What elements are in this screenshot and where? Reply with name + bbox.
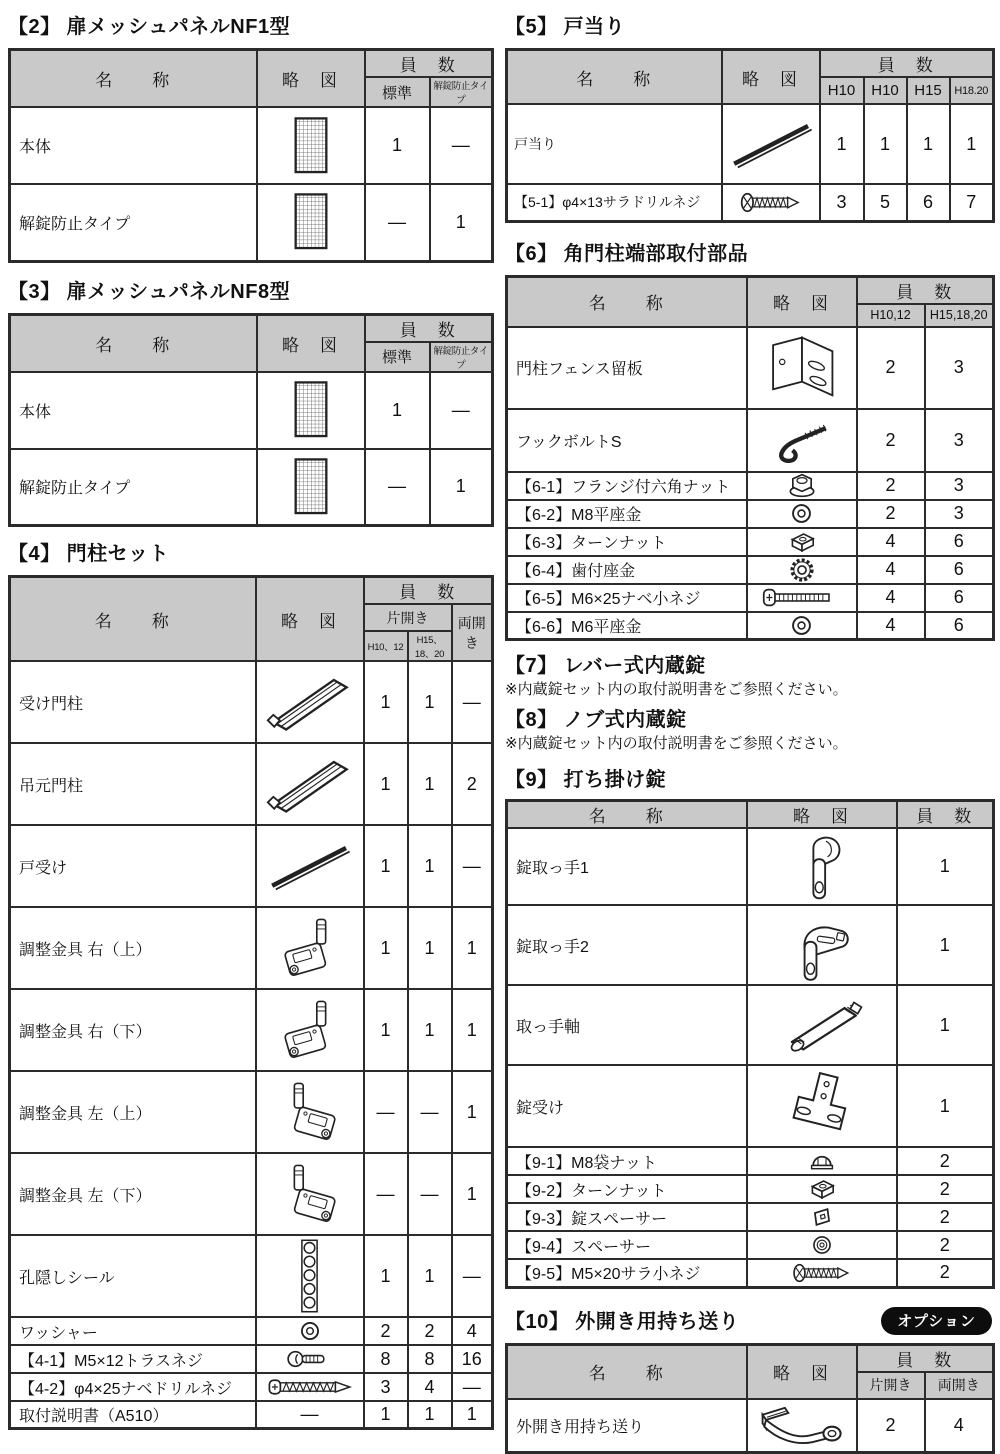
- header-name: 名 称: [10, 577, 256, 662]
- handle-shaft-icon: [775, 991, 869, 1059]
- hook-bolt-icon: [769, 417, 835, 463]
- table-row: 門柱フェンス留板 2 3: [507, 327, 994, 409]
- section-title-5: 【5】 戸当り: [505, 14, 992, 40]
- table-row: ワッシャー 2 2 4: [10, 1317, 493, 1345]
- section-10-header: [505, 1307, 992, 1335]
- adjuster-left-icon: [276, 1160, 344, 1228]
- table-gate-post-set: [8, 575, 494, 1430]
- header-double-swing: 両開き: [452, 604, 493, 661]
- turn-nut-icon: [806, 1177, 838, 1201]
- cap-nut-icon: [810, 1151, 834, 1172]
- header-size-h10a: H10: [820, 77, 864, 104]
- table-row: 錠取っ手1 1: [507, 828, 994, 905]
- header-name: 名 称: [507, 1344, 747, 1399]
- table-row: 【9-2】ターンナット 2: [507, 1175, 994, 1203]
- table-row: 【6-5】M6×25ナベ小ネジ 4 6: [507, 584, 994, 612]
- table-row: 戸当り 1 1 1 1: [507, 104, 994, 184]
- header-size-h15: H15: [907, 77, 950, 104]
- header-standard: 標準: [365, 77, 430, 107]
- table-latch-lock: [505, 799, 995, 1289]
- header-name: 名 称: [10, 50, 257, 108]
- header-qty: 員 数: [820, 50, 994, 78]
- header-double-swing: 両開き: [925, 1372, 994, 1399]
- flange-nut-icon: [787, 473, 817, 498]
- table-row: 【6-2】M8平座金 2 3: [507, 500, 994, 528]
- table-row: 【6-4】歯付座金 4 6: [507, 556, 994, 584]
- header-size-h1012: H10,12: [857, 304, 925, 327]
- hole-seal-strip-icon: [297, 1238, 322, 1314]
- doorstop-rail-icon: [727, 116, 817, 172]
- header-qty: 員 数: [897, 801, 994, 829]
- adjuster-right-icon: [276, 914, 344, 982]
- washer-icon: [790, 614, 813, 637]
- mesh-panel-icon: [288, 189, 334, 255]
- table-row: 調整金具 右（下） 1 1 1: [10, 989, 493, 1071]
- table-row: 【5-1】φ4×13サラドリルネジ 3 5 6 7: [507, 184, 994, 221]
- header-qty: 員 数: [365, 50, 493, 78]
- header-size-h1012: H10、12: [364, 631, 408, 661]
- section-title-3: 【3】 扉メッシュパネルNF8型: [8, 279, 491, 305]
- table-row: 【6-3】ターンナット 4 6: [507, 528, 994, 556]
- header-size-h151820: H15、18、20: [408, 631, 452, 661]
- header-qty: 員 数: [365, 314, 493, 342]
- truss-screw-icon: [287, 1349, 333, 1369]
- header-sketch: 略 図: [747, 801, 897, 829]
- header-single-swing: 片開き: [364, 604, 452, 631]
- section-title-4: 【4】 門柱セット: [8, 541, 491, 567]
- header-name: 名 称: [507, 276, 747, 327]
- header-sketch: 略 図: [257, 50, 365, 108]
- section-title-6: 【6】 角門柱端部取付部品: [505, 241, 992, 267]
- header-size-h151820: H15,18,20: [925, 304, 994, 327]
- table-row: 【6-1】フランジ付六角ナット 2 3: [507, 472, 994, 500]
- table-row: 調整金具 左（下） — — 1: [10, 1153, 493, 1235]
- table-row: 吊元門柱 1 1 2: [10, 743, 493, 825]
- section-title-8: 【8】 ノブ式内蔵錠: [505, 707, 992, 733]
- section-note-7: ※内蔵錠セット内の取付説明書をご参照ください。: [505, 679, 992, 700]
- header-size-h10b: H10: [864, 77, 907, 104]
- section-title-2: 【2】 扉メッシュパネルNF1型: [8, 14, 491, 40]
- lock-handle-1-icon: [794, 831, 850, 903]
- header-sketch: 略 図: [722, 50, 820, 105]
- door-rail-icon: [264, 839, 356, 893]
- header-sketch: 略 図: [747, 1344, 857, 1399]
- header-single-swing: 片開き: [857, 1372, 925, 1399]
- washer-icon: [790, 502, 813, 525]
- header-name: 名 称: [507, 801, 747, 829]
- mesh-panel-icon: [288, 454, 334, 520]
- table-row: 【4-1】M5×12トラスネジ 8 8 16: [10, 1345, 493, 1373]
- table-row: 取っ手軸 1: [507, 985, 994, 1065]
- table-row: 外開き用持ち送り 2 4: [507, 1399, 994, 1453]
- lock-spacer-icon: [811, 1206, 833, 1228]
- table-row: 調整金具 右（上） 1 1 1: [10, 907, 493, 989]
- table-row: 調整金具 左（上） — — 1: [10, 1071, 493, 1153]
- flat-drill-screw-icon: [740, 192, 802, 213]
- header-qty: 員 数: [364, 577, 493, 605]
- header-standard: 標準: [365, 342, 430, 372]
- header-sketch: 略 図: [747, 276, 857, 327]
- pan-screw-icon: [762, 586, 842, 609]
- table-row: 【9-4】スペーサー 2: [507, 1231, 994, 1259]
- swing-bracket-arm-icon: [756, 1401, 848, 1449]
- header-name: 名 称: [10, 314, 257, 372]
- table-row: 【6-6】M6平座金 4 6: [507, 612, 994, 640]
- gate-post-icon: [262, 751, 358, 817]
- section-title-10: 【10】 外開き用持ち送り: [505, 1309, 739, 1335]
- washer-icon: [299, 1320, 321, 1342]
- lock-receiver-plate-icon: [784, 1068, 860, 1144]
- section-title-9: 【9】 打ち掛け錠: [505, 767, 992, 793]
- header-qty: 員 数: [857, 276, 994, 304]
- pan-drill-screw-icon: [266, 1376, 354, 1398]
- header-sketch: 略 図: [256, 577, 364, 662]
- left-column: [8, 6, 491, 1430]
- option-badge: オプション: [881, 1307, 992, 1335]
- right-column: [505, 6, 992, 1454]
- turn-nut-icon: [786, 530, 818, 554]
- table-row: 解錠防止タイプ — 1: [10, 184, 493, 261]
- table-nf8-panel: [8, 313, 494, 528]
- lock-handle-2-icon: [790, 907, 854, 983]
- header-name: 名 称: [507, 50, 722, 105]
- toothed-washer-icon: [788, 557, 816, 583]
- mesh-panel-icon: [288, 377, 334, 443]
- l-bracket-icon: [763, 333, 841, 403]
- table-row: 取付説明書（A510） — 1 1 1: [10, 1401, 493, 1428]
- section-note-8: ※内蔵錠セット内の取付説明書をご参照ください。: [505, 733, 992, 754]
- table-row: 【9-5】M5×20サラ小ネジ 2: [507, 1259, 994, 1287]
- header-sketch: 略 図: [257, 314, 365, 372]
- gate-post-icon: [262, 669, 358, 735]
- header-antiunlock: 解錠防止タイプ: [430, 77, 493, 107]
- spacer-icon: [811, 1234, 833, 1256]
- table-nf1-panel: [8, 48, 494, 263]
- section-title-7: 【7】 レバー式内蔵錠: [505, 653, 992, 679]
- adjuster-right-icon: [276, 996, 344, 1064]
- header-antiunlock: 解錠防止タイプ: [430, 342, 493, 372]
- mesh-panel-icon: [288, 113, 334, 179]
- table-row: 【4-2】φ4×25ナベドリルネジ 3 4 —: [10, 1373, 493, 1401]
- table-swing-bracket: [505, 1343, 995, 1454]
- table-row: 孔隠しシール 1 1 —: [10, 1235, 493, 1317]
- table-row: 戸受け 1 1 —: [10, 825, 493, 907]
- table-row: 受け門柱 1 1 —: [10, 661, 493, 743]
- flat-head-screw-icon: [791, 1263, 853, 1283]
- table-corner-post-parts: [505, 275, 995, 642]
- table-row: 【9-1】M8袋ナット 2: [507, 1147, 994, 1175]
- table-row: 錠受け 1: [507, 1065, 994, 1147]
- table-doorstop: [505, 48, 995, 223]
- adjuster-left-icon: [276, 1078, 344, 1146]
- table-row: 解錠防止タイプ — 1: [10, 449, 493, 526]
- table-row: 本体 1 —: [10, 372, 493, 449]
- table-row: フックボルトS 2 3: [507, 409, 994, 472]
- header-size-h1820: H18.20: [950, 77, 994, 104]
- table-row: 錠取っ手2 1: [507, 905, 994, 985]
- no-sketch-dash: —: [256, 1401, 364, 1428]
- table-row: 【9-3】錠スペーサー 2: [507, 1203, 994, 1231]
- header-qty: 員 数: [857, 1344, 994, 1372]
- table-row: 本体 1 —: [10, 107, 493, 184]
